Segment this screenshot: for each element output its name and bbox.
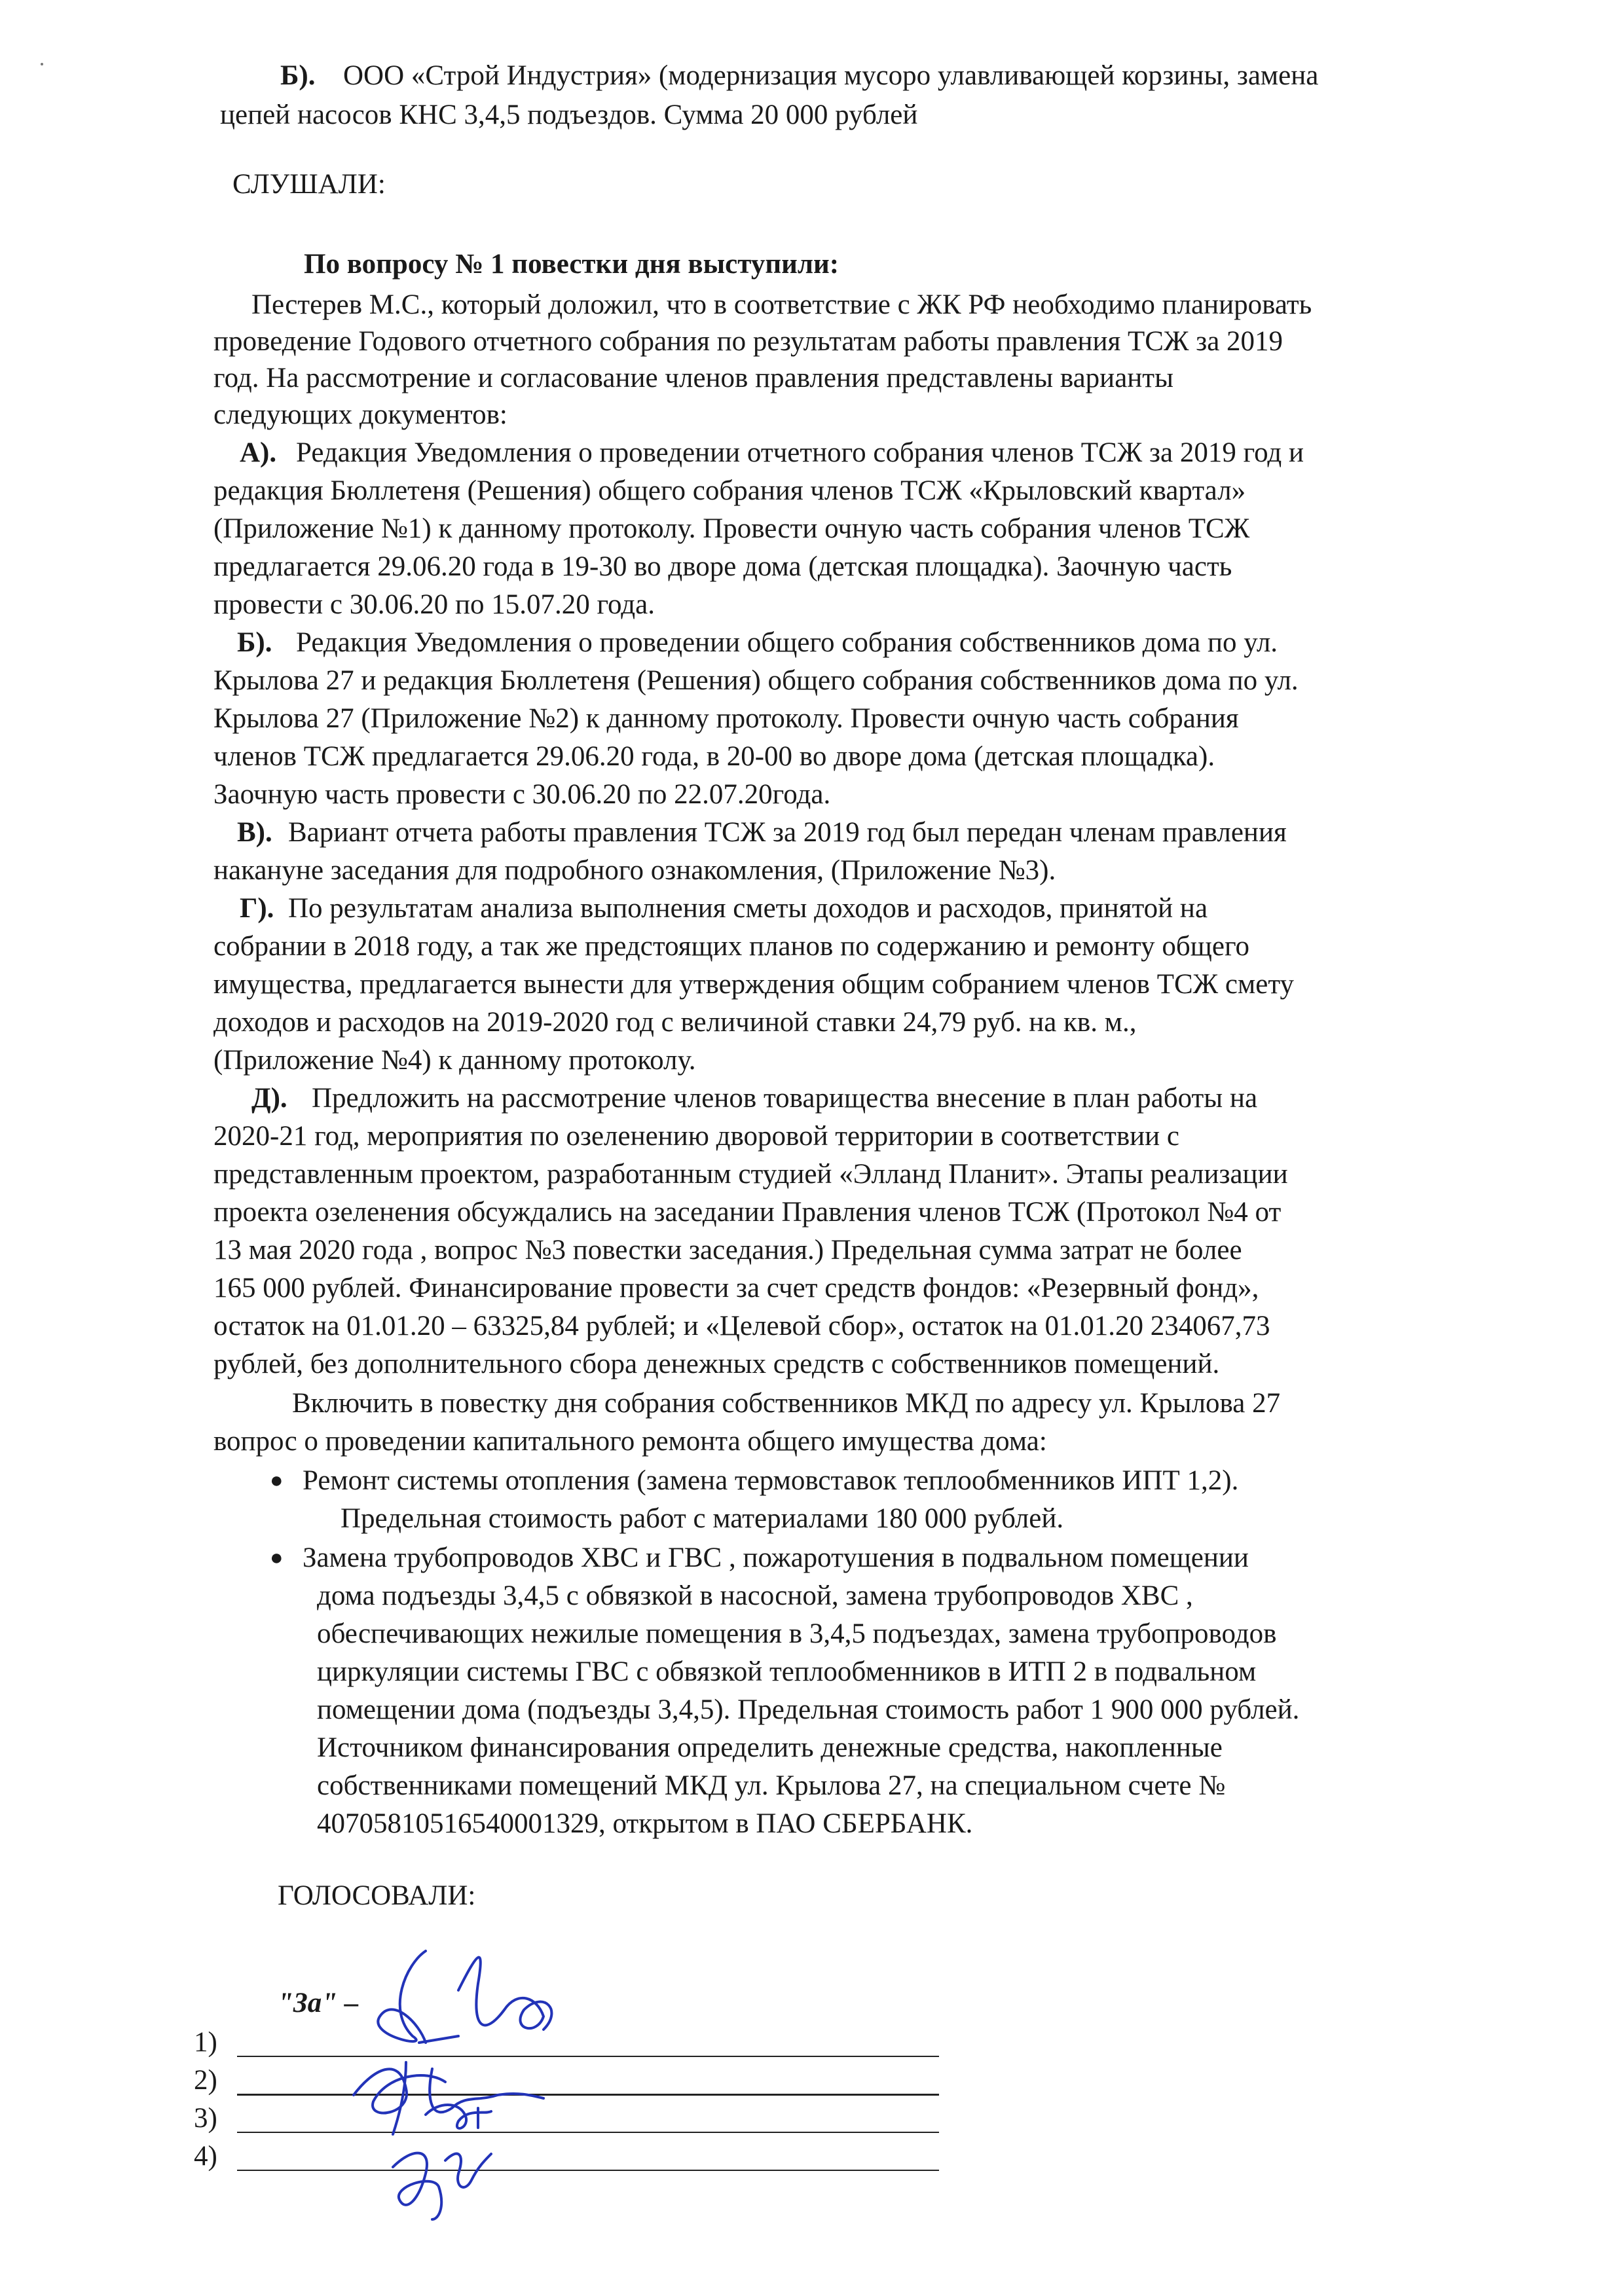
- item-d-label: Д).: [251, 1083, 287, 1114]
- report-line: следующих документов:: [213, 399, 507, 430]
- vote-entry-number: 3): [194, 2103, 217, 2134]
- report-line: проведение Годового отчетного собрания по результатам работы правления ТСЖ за 2019: [213, 326, 1283, 357]
- item-g-line: имущества, предлагается вынести для утверждения общим собранием членов ТСЖ смету: [213, 969, 1295, 1000]
- item-b-line: Крылова 27 и редакция Бюллетеня (Решения) общего собрания собственников дома по ул.: [213, 665, 1299, 696]
- item-a-line: предлагается 29.06.20 года в 19-30 во дворе дома (детская площадка). Заочную часть: [213, 551, 1232, 582]
- handwritten-signatures: [327, 1938, 629, 2226]
- item-a-label: А).: [240, 437, 277, 468]
- item-v-label: В).: [237, 817, 272, 848]
- item-g-line: собрании в 2018 году, а так же предстоящих планов по содержанию и ремонту общего: [213, 931, 1250, 962]
- item-v-line: накануне заседания для подробного ознакомления, (Приложение №3).: [213, 855, 1056, 886]
- bullet-line: Источником финансирования определить денежные средства, накопленные: [317, 1732, 1223, 1763]
- item-a-line: провести с 30.06.20 по 15.07.20 года.: [213, 589, 655, 620]
- vote-entry-number: 4): [194, 2141, 217, 2172]
- item-b-line: Крылова 27 (Приложение №2) к данному протоколу. Провести очную часть собрания: [213, 703, 1239, 734]
- bullet-line: циркуляции системы ГВС с обвязкой теплообменников в ИТП 2 в подвальном: [317, 1656, 1257, 1687]
- item-d-line: проекта озеленения обсуждались на заседании Правления членов ТСЖ (Протокол №4 от: [213, 1197, 1282, 1228]
- scan-speck: [41, 63, 43, 65]
- include-line: вопрос о проведении капитального ремонта общего имущества дома:: [213, 1426, 1047, 1457]
- item-d-line: 165 000 рублей. Финансирование провести за счет средств фондов: «Резервный фонд»,: [213, 1273, 1259, 1303]
- item-g-label: Г).: [240, 893, 274, 924]
- bullet-dot-icon: ●: [270, 1468, 284, 1493]
- item-d-line: 2020-21 год, мероприятия по озеленению дворовой территории в соответствии с: [213, 1121, 1179, 1152]
- item-d-line: Предложить на рассмотрение членов товарищества внесение в план работы на: [312, 1083, 1258, 1114]
- item-d-line: 13 мая 2020 года , вопрос №3 повестки заседания.) Предельная сумма затрат не более: [213, 1235, 1242, 1266]
- item-b-line: Редакция Уведомления о проведении общего собрания собственников дома по ул.: [296, 627, 1278, 658]
- item-b-label: Б).: [237, 627, 272, 658]
- bullet-line: Замена трубопроводов ХВС и ГВС , пожаротушения в подвальном помещении: [303, 1542, 1249, 1573]
- item-d-line: остаток на 01.01.20 – 63325,84 рублей; и «Целевой сбор», остаток на 01.01.20 234067,73: [213, 1311, 1270, 1341]
- signature-1: [378, 1951, 551, 2043]
- signature-2: [354, 2062, 544, 2134]
- intro-item-label: Б).: [280, 60, 316, 91]
- question1-heading: По вопросу № 1 повестки дня выступили:: [304, 249, 840, 280]
- vote-entry-number: 1): [194, 2027, 217, 2058]
- bullet-line: 40705810516540001329, открытом в ПАО СБЕРБАНК.: [317, 1808, 973, 1839]
- item-v-line: Вариант отчета работы правления ТСЖ за 2019 год был передан членам правления: [288, 817, 1287, 848]
- intro-line: ООО «Строй Индустрия» (модернизация мусоро улавливающей корзины, замена: [343, 60, 1319, 91]
- item-d-line: представленным проектом, разработанным студией «Элланд Планит». Этапы реализации: [213, 1159, 1288, 1190]
- item-a-line: редакция Бюллетеня (Решения) общего собрания членов ТСЖ «Крыловский квартал»: [213, 475, 1246, 506]
- bullet-line: обеспечивающих нежилые помещения в 3,4,5 подъездах, замена трубопроводов: [317, 1618, 1277, 1649]
- bullet-line: дома подъезды 3,4,5 с обвязкой в насосной, замена трубопроводов ХВС ,: [317, 1580, 1193, 1611]
- item-g-line: По результатам анализа выполнения сметы доходов и расходов, принятой на: [288, 893, 1208, 924]
- item-g-line: (Приложение №4) к данному протоколу.: [213, 1045, 696, 1076]
- bullet-line: Предельная стоимость работ с материалами 180 000 рублей.: [341, 1503, 1064, 1534]
- item-g-line: доходов и расходов на 2019-2020 год с величиной ставки 24,79 руб. на кв. м.,: [213, 1007, 1137, 1038]
- bullet-line: собственниками помещений МКД ул. Крылова 27, на специальном счете №: [317, 1770, 1226, 1801]
- item-a-line: (Приложение №1) к данному протоколу. Провести очную часть собрания членов ТСЖ: [213, 513, 1250, 544]
- item-b-line: Заочную часть провести с 30.06.20 по 22.07.20года.: [213, 779, 831, 810]
- report-line: год. На рассмотрение и согласование членов правления представлены варианты: [213, 363, 1173, 393]
- report-line: Пестерев М.С., который доложил, что в соответствие с ЖК РФ необходимо планировать: [251, 289, 1312, 320]
- signature-3: [426, 2105, 491, 2128]
- votes-for-label: "За" –: [278, 1988, 359, 2018]
- voted-heading: ГОЛОСОВАЛИ:: [278, 1880, 476, 1911]
- item-d-line: рублей, без дополнительного сбора денежных средств с собственников помещений.: [213, 1349, 1220, 1379]
- item-a-line: Редакция Уведомления о проведении отчетного собрания членов ТСЖ за 2019 год и: [296, 437, 1304, 468]
- bullet-line: помещении дома (подъезды 3,4,5). Предельная стоимость работ 1 900 000 рублей.: [317, 1694, 1300, 1725]
- intro-line: цепей насосов КНС 3,4,5 подъездов. Сумма 20 000 рублей: [220, 100, 918, 130]
- include-line: Включить в повестку дня собрания собственников МКД по адресу ул. Крылова 27: [292, 1388, 1281, 1419]
- listened-heading: СЛУШАЛИ:: [232, 169, 386, 200]
- bullet-line: Ремонт системы отопления (замена термовставок теплообменников ИПТ 1,2).: [303, 1465, 1239, 1496]
- signature-4: [393, 2153, 491, 2219]
- bullet-dot-icon: ●: [270, 1546, 284, 1570]
- item-b-line: членов ТСЖ предлагается 29.06.20 года, в 20-00 во дворе дома (детская площадка).: [213, 741, 1215, 772]
- vote-entry-number: 2): [194, 2065, 217, 2096]
